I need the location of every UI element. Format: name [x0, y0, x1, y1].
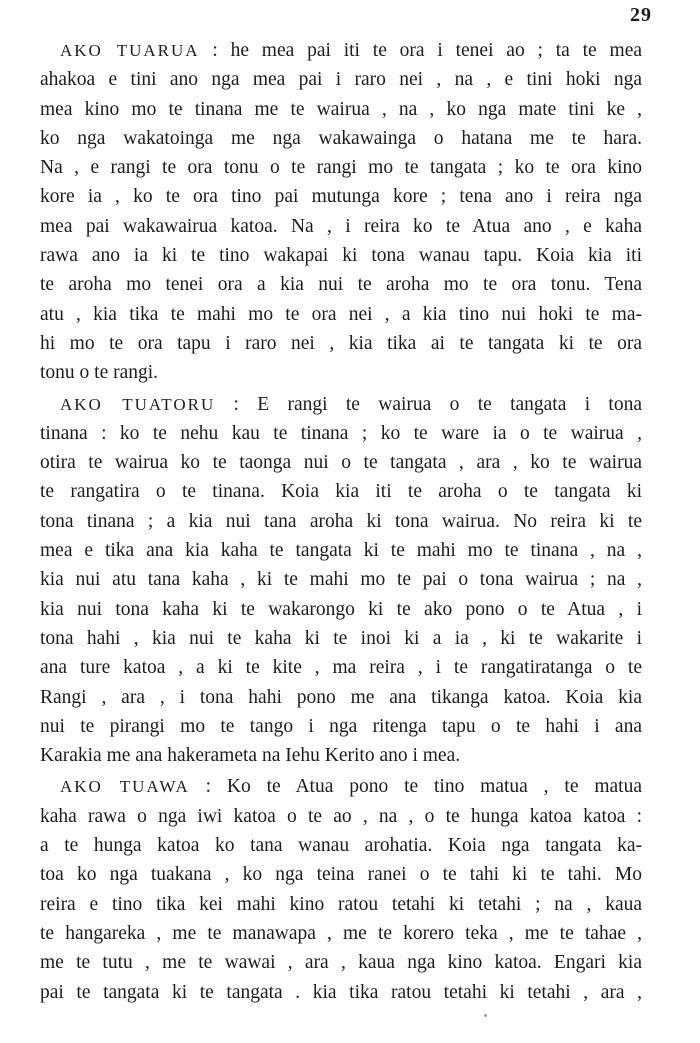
- paragraph-line: mea e tika ana kia kaha te tangata ki te mahi mo te tinana , na ,: [40, 540, 642, 562]
- paragraph-line: atu , kia tika te mahi mo te ora nei , a kia tino nui hoki te ma-: [40, 303, 642, 325]
- paragraph-line: rawa ano ia ki te tino wakapai ki tona wanau tapu. Koia kia iti: [40, 245, 642, 267]
- line-text: : he mea pai iti te ora i tenei ao ; ta te mea: [199, 40, 642, 61]
- paragraph-line: otira te wairua ko te taonga nui o te tangata , ara , ko te wairua: [40, 452, 642, 474]
- paragraph-line: [40, 772, 642, 801]
- paragraph-line: a te hunga katoa ko tana wanau arohatia. Koia nga tangata ka-: [40, 835, 642, 857]
- paragraph-line: [40, 36, 642, 65]
- paragraph-line: pai te tangata ki te tangata . kia tika ratou tetahi ki tetahi , ara ,: [40, 981, 642, 1003]
- paragraph-line: kia nui tona kaha ki te wakarongo ki te ako pono o te Atua , i: [40, 598, 642, 620]
- paragraph-line: tona tinana ; a kia nui tana aroha ki tona wairua. No reira ki te: [40, 510, 642, 532]
- paragraph-line: tinana : ko te nehu kau te tinana ; ko te ware ia o te wairua ,: [40, 422, 642, 444]
- paragraph-line: kaha rawa o nga iwi katoa o te ao , na , o te hunga katoa katoa :: [40, 805, 642, 827]
- paragraph-ako-tuarua: [40, 36, 642, 388]
- paragraph-line: te rangatira o te tinana. Koia kia iti te aroha o te tangata ki: [40, 481, 642, 503]
- paragraph-line: [40, 390, 642, 419]
- ink-speck: [484, 1014, 487, 1017]
- paragraph-line: Karakia me ana hakerameta na Iehu Kerito ano i mea.: [40, 745, 461, 767]
- paragraph-ako-tuatoru: [40, 390, 642, 771]
- line-text: : Ko te Atua pono te tino matua , te matua: [189, 776, 642, 798]
- paragraph-line: toa ko nga tuakana , ko nga teina ranei o te tahi ki te tahi. Mo: [40, 864, 642, 886]
- paragraph-ako-tuawa: [40, 772, 642, 1006]
- paragraph-line: tona hahi , kia nui te kaha ki te inoi ki a ia , ki te wakarite i: [40, 627, 642, 649]
- paragraph-heading: AKO TUATORU: [60, 394, 216, 414]
- paragraph-line: mea kino mo te tinana me te wairua , na , ko nga mate tini ke ,: [40, 98, 642, 120]
- line-text: : E rangi te wairua o te tangata i tona: [215, 393, 642, 415]
- paragraph-line: te aroha mo tenei ora a kia nui te aroha mo te ora tonu. Tena: [40, 274, 642, 296]
- paragraph-line: Rangi , ara , i tona hahi pono me ana tikanga katoa. Koia kia: [40, 686, 642, 708]
- paragraph-line: ko nga wakatoinga me nga wakawainga o hatana me te hara.: [40, 127, 642, 149]
- paragraph-line: ana ture katoa , a ki te kite , ma reira , i te rangatiratanga o te: [40, 657, 642, 679]
- paragraph-line: reira e tino tika kei mahi kino ratou tetahi ki tetahi ; na , kaua: [40, 893, 642, 915]
- paragraph-line: hi mo te ora tapu i raro nei , kia tika ai te tangata ki te ora: [40, 332, 642, 354]
- paragraph-heading: AKO TUARUA: [60, 41, 200, 60]
- paragraph-heading: AKO TUAWA: [60, 777, 190, 797]
- page-number: 29: [630, 4, 652, 26]
- paragraph-line: mea pai wakawairua katoa. Na , i reira ko te Atua ano , e kaha: [40, 215, 642, 237]
- paragraph-line: ahakoa e tini ano nga mea pai i raro nei , na , e tini hoki nga: [40, 69, 642, 91]
- paragraph-line: kore ia , ko te ora tino pai mutunga kore ; tena ano i reira nga: [40, 186, 642, 208]
- paragraph-line: nui te pirangi mo te tango i nga ritenga tapu o te hahi i ana: [40, 715, 642, 737]
- paragraph-line: kia nui atu tana kaha , ki te mahi mo te pai o tona wairua ; na ,: [40, 569, 642, 591]
- paragraph-line: te hangareka , me te manawapa , me te korero teka , me te tahae ,: [40, 922, 642, 944]
- text-body: [40, 36, 642, 1007]
- paragraph-line: Na , e rangi te ora tonu o te rangi mo te tangata ; ko te ora kino: [40, 157, 642, 179]
- paragraph-line: tonu o te rangi.: [40, 362, 159, 384]
- paragraph-line: me te tutu , me te wawai , ara , kaua nga kino katoa. Engari kia: [40, 952, 642, 974]
